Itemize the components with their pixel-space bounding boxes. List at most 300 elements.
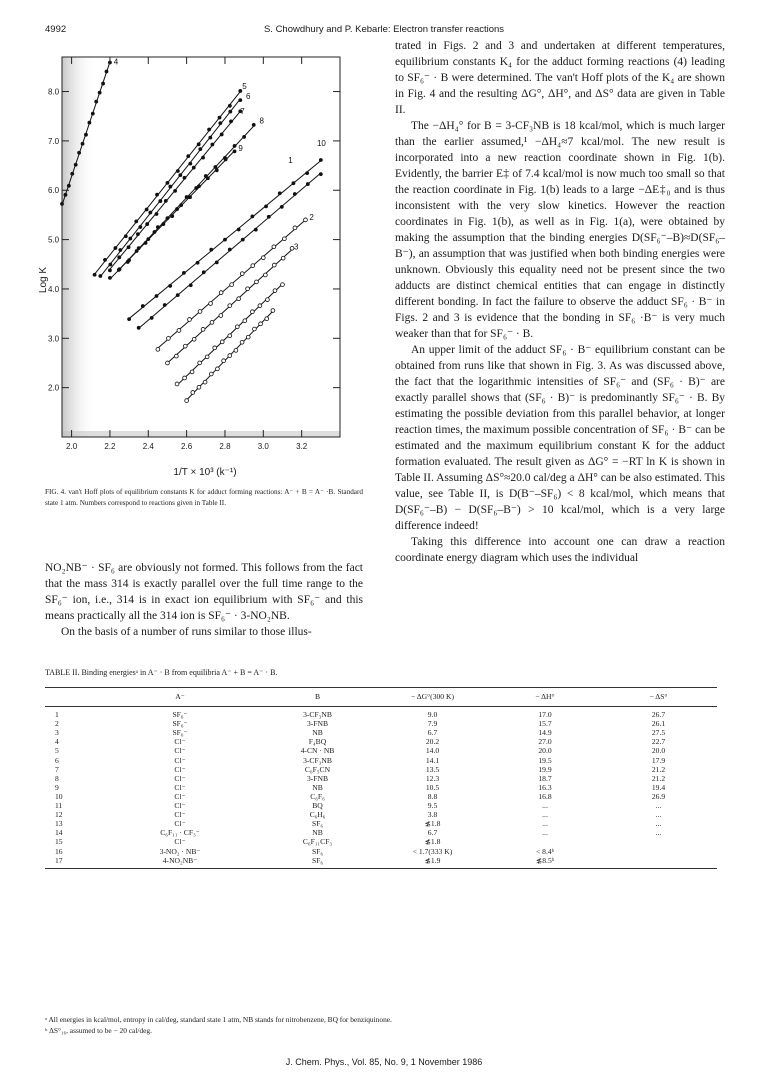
data-point <box>319 172 323 176</box>
table-cell: Cl⁻ <box>174 801 186 811</box>
data-point <box>117 255 121 259</box>
table-cell: 17.9 <box>651 755 666 765</box>
data-point <box>127 317 131 321</box>
data-point <box>198 147 202 151</box>
table-cell: 7 <box>55 764 59 774</box>
figure-4 <box>40 55 360 485</box>
table-cell: 9.5 <box>427 801 438 811</box>
y-axis-label: Log K <box>38 266 49 294</box>
x-tick-label: 2.0 <box>66 442 78 451</box>
data-point <box>192 166 196 170</box>
data-point <box>177 329 181 333</box>
data-point <box>183 176 187 180</box>
data-point <box>246 287 250 291</box>
data-point <box>293 226 297 230</box>
data-point <box>228 334 232 338</box>
table-cell: 3-FNB <box>306 773 329 783</box>
x-axis-label: 1/T × 10³ (k⁻¹) <box>173 467 237 478</box>
table-cell: SF₆⁻ <box>172 728 188 738</box>
table-cell: 3-CF₃NB <box>303 710 332 720</box>
data-point <box>271 309 275 313</box>
x-tick-label: 2.6 <box>181 442 193 451</box>
table-row <box>45 707 717 720</box>
data-point <box>146 237 150 241</box>
data-point <box>240 340 244 344</box>
table-cell: 21.2 <box>651 773 666 783</box>
table-footnote-a: ᵃ All energies in kcal/mol, entropy in cal/deg, standard state 1 atm, NB stands for nitrobenzene, BQ for benziquinone. <box>45 1015 392 1024</box>
data-point <box>182 271 186 275</box>
paragraph: Taking this difference into account one can draw a reaction coordinate energy diagram which uses the individual <box>395 536 725 564</box>
table-cell: 16.3 <box>538 782 552 792</box>
table-cell: 1 <box>55 710 59 720</box>
table-cell: 6 <box>55 755 59 765</box>
series-label: 5 <box>242 82 247 92</box>
table-row <box>45 856 717 869</box>
table-row <box>45 847 717 856</box>
table-cell: SF₆ <box>311 819 324 829</box>
series-label: 4 <box>113 57 119 67</box>
data-point <box>263 273 267 277</box>
data-point <box>156 347 160 351</box>
series-label: 6 <box>246 91 251 101</box>
y-tick-label: 5.0 <box>48 235 60 245</box>
table-cell: 16.8 <box>538 791 552 801</box>
table-cell: 12 <box>55 810 63 820</box>
data-point <box>91 112 95 116</box>
data-point <box>273 289 277 293</box>
table-cell: ≴1.9 <box>375 856 490 869</box>
data-point <box>166 216 170 220</box>
data-point <box>183 344 187 348</box>
data-point <box>191 391 195 395</box>
data-point <box>175 382 179 386</box>
column-header: − ΔH° <box>490 688 600 707</box>
data-point <box>150 316 154 320</box>
data-point <box>166 361 170 365</box>
data-point <box>207 128 211 132</box>
data-point <box>174 354 178 358</box>
data-point <box>156 225 160 229</box>
data-point <box>74 163 78 167</box>
vant-hoff-chart <box>40 55 360 485</box>
table-cell: SF₆ <box>260 856 375 869</box>
data-point <box>197 142 201 146</box>
data-point <box>118 248 122 252</box>
series-label: 9 <box>238 143 243 153</box>
table-cell: Cl⁻ <box>174 746 186 756</box>
table-cell: Cl⁻ <box>174 764 186 774</box>
table-cell: ≴1.8 <box>424 837 441 847</box>
table-cell: 20.2 <box>425 737 440 747</box>
data-point <box>126 260 130 264</box>
data-point <box>243 319 247 323</box>
data-point <box>108 263 112 267</box>
data-point <box>234 349 238 353</box>
data-point <box>103 258 107 262</box>
table-cell: ≴8.5ᵇ <box>490 856 600 869</box>
data-point <box>108 269 112 273</box>
data-point <box>67 184 71 188</box>
table-cell: 26.9 <box>651 791 666 801</box>
data-point <box>144 241 148 245</box>
data-point <box>186 154 190 158</box>
data-point <box>206 176 210 180</box>
table-cell: Cl⁻ <box>174 837 186 847</box>
table-row <box>45 719 717 728</box>
data-point <box>246 335 250 339</box>
table-cell: 20.0 <box>538 746 552 756</box>
table-cell: C₆H₆ <box>309 810 326 820</box>
table-cell <box>600 837 717 846</box>
y-tick-label: 7.0 <box>48 136 60 146</box>
data-point <box>240 272 244 276</box>
data-point <box>220 340 224 344</box>
scan-shading <box>62 431 340 437</box>
data-point <box>233 144 237 148</box>
table-cell: ... <box>542 828 548 838</box>
table-cell: 13.5 <box>425 764 440 774</box>
series-label: 10 <box>316 138 326 148</box>
column-header: − ΔG°(300 K) <box>375 688 490 707</box>
table-row <box>45 728 717 737</box>
table-cell: 10 <box>55 791 63 801</box>
data-point <box>98 91 102 95</box>
figure-caption: FIG. 4. van't Hoff plots of equilibrium constants K for adduct forming reactions: A⁻ + B = A⁻ ·B. Standard state 1 atm. Numbers correspond to reactions given in Table II. <box>45 488 363 507</box>
scan-shading <box>62 57 96 437</box>
table-cell: ... <box>542 819 548 829</box>
data-point <box>213 346 217 350</box>
y-tick-label: 4.0 <box>48 284 60 294</box>
table-row <box>45 746 717 755</box>
data-point <box>208 136 212 140</box>
column-header: B <box>260 688 375 707</box>
column-header: A⁻ <box>100 688 260 707</box>
data-point <box>153 230 157 234</box>
data-point <box>138 225 142 229</box>
table-row <box>45 828 717 837</box>
data-point <box>135 249 139 253</box>
data-point <box>155 294 159 298</box>
table-cell: 21.2 <box>651 764 666 774</box>
data-point <box>201 156 205 160</box>
table-cell: SF₆⁻ <box>172 719 188 729</box>
data-point <box>77 151 81 155</box>
table-cell: 4 <box>55 737 59 747</box>
table-row <box>45 819 717 828</box>
data-point <box>223 238 227 242</box>
data-point <box>64 193 68 197</box>
data-point <box>258 304 262 308</box>
data-point <box>215 261 219 265</box>
table-cell: 9.0 <box>427 710 438 720</box>
table-cell <box>490 837 600 846</box>
table-cell: 11 <box>55 801 63 811</box>
data-point <box>292 181 296 185</box>
table-cell: Cl⁻ <box>174 810 186 820</box>
data-point <box>173 189 177 193</box>
data-point <box>281 283 285 287</box>
data-point <box>198 310 202 314</box>
table-cell: 26.7 <box>651 710 666 720</box>
paragraph: trated in Figs. 2 and 3 and undertaken at different temperatures, equilibrium constants K₄ for the adduct forming reactions (4) leading to SF₆⁻ · B were determined. The van't Hoff plots of the K₄ are shown in Fig. 4 and the resulting ΔG°, ΔH°, and ΔS° data are given in Table II. <box>395 40 725 116</box>
data-point <box>170 214 174 218</box>
right-column-text <box>395 38 725 566</box>
table-cell: Cl⁻ <box>174 737 186 747</box>
table-cell: 2 <box>55 719 59 729</box>
data-point <box>141 304 145 308</box>
data-point <box>98 274 102 278</box>
data-point <box>188 318 192 322</box>
data-point <box>202 270 206 274</box>
x-tick-label: 3.0 <box>257 442 269 451</box>
table-cell: C₆F₁₁CF₃ <box>302 837 333 847</box>
data-point <box>60 202 64 206</box>
table-cell: 3-FNB <box>306 719 329 729</box>
data-point <box>176 293 180 297</box>
data-point <box>185 399 189 403</box>
page-number: 4992 <box>45 24 67 35</box>
data-point <box>188 162 192 166</box>
data-point <box>136 232 140 236</box>
data-point <box>127 245 131 249</box>
table-cell: NB <box>312 782 323 792</box>
data-point <box>228 248 232 252</box>
data-point <box>81 142 85 146</box>
series-label: 8 <box>259 116 264 126</box>
table-cell: SF₆⁻ <box>172 710 188 720</box>
data-point <box>128 237 132 241</box>
data-point <box>253 327 257 331</box>
data-point <box>228 304 232 308</box>
data-point <box>235 325 239 329</box>
table-cell: 10.5 <box>425 782 440 792</box>
data-point <box>266 298 270 302</box>
table-cell: 3 <box>55 728 59 738</box>
table-cell: 8.8 <box>427 791 438 801</box>
table-cell: 19.5 <box>538 755 552 765</box>
series-label: 1 <box>288 156 293 166</box>
data-point <box>210 321 214 325</box>
data-point <box>145 208 149 212</box>
y-tick-label: 2.0 <box>48 383 60 393</box>
data-point <box>233 149 237 153</box>
journal-footer: J. Chem. Phys., Vol. 85, No. 9, 1 November 1986 <box>285 1057 483 1067</box>
data-point <box>114 246 118 250</box>
table-cell: 7.9 <box>427 719 438 729</box>
data-point <box>183 376 187 380</box>
data-point <box>192 337 196 341</box>
x-tick-label: 2.8 <box>219 442 231 451</box>
data-point <box>278 191 282 195</box>
data-point <box>205 355 209 359</box>
table-cell: NB <box>312 828 323 838</box>
table-header-row <box>45 688 717 707</box>
data-point <box>250 215 254 219</box>
table-cell: 4-CN · NB <box>300 746 335 756</box>
table-cell <box>600 847 717 856</box>
data-point <box>70 172 74 176</box>
data-point <box>255 280 259 284</box>
data-point <box>155 212 159 216</box>
data-point <box>224 157 228 161</box>
table-cell: Cl⁻ <box>174 782 186 792</box>
data-point <box>265 317 269 321</box>
data-point <box>218 121 222 125</box>
table-cell: 5 <box>55 746 59 756</box>
table-row <box>45 765 717 774</box>
table-row <box>45 792 717 801</box>
table-cell: 13 <box>55 819 63 829</box>
paragraph: On the basis of a number of runs similar to those illus- <box>61 626 312 638</box>
table-cell: C₆F₅CN <box>304 764 331 774</box>
paragraph: NO₂NB⁻ · SF₆ are obviously not formed. This follows from the fact that the mass 314 is exactly parallel over the full time range to the SF₆⁻ ion, i.e., 314 is in exact ion equilibrium with SF₆⁻ and this means practically all the 314 ion is SF₆⁻ · 3-NO₂NB. <box>45 562 363 622</box>
table-cell: ... <box>655 810 662 820</box>
table-row <box>45 756 717 765</box>
data-point <box>305 171 309 175</box>
data-point <box>166 181 170 185</box>
y-tick-label: 6.0 <box>48 186 60 196</box>
table-cell: 6.7 <box>427 828 438 838</box>
data-point <box>201 327 205 331</box>
table-cell: 14.1 <box>425 755 440 765</box>
table-cell: 15 <box>55 837 63 847</box>
table-title: TABLE II. Binding energiesᵃ in A⁻ · B from equilibria A⁻ + B = A⁻ · B. <box>45 668 278 677</box>
x-tick-label: 2.4 <box>142 442 154 451</box>
data-point <box>283 237 287 241</box>
table-cell: ≴1.8 <box>424 819 441 829</box>
table-cell: Cl⁻ <box>174 819 186 829</box>
table-cell: 19.9 <box>538 764 552 774</box>
table-cell: 3.8 <box>427 810 438 820</box>
table-cell: 6.7 <box>427 728 438 738</box>
data-point <box>148 211 152 215</box>
table-cell: 17.0 <box>538 710 552 720</box>
table-cell: BQ <box>312 801 323 811</box>
data-point <box>84 133 88 137</box>
data-point <box>267 215 271 219</box>
table-cell: 3-CF₃NB <box>303 755 332 765</box>
data-point <box>101 82 105 86</box>
table-cell: C₆F₁₁ · CF₃⁻ <box>160 828 200 838</box>
data-point <box>220 133 224 137</box>
table-cell: 14.0 <box>425 746 440 756</box>
data-point <box>197 184 201 188</box>
table-cell: ... <box>655 819 662 829</box>
data-point <box>241 238 245 242</box>
data-point <box>251 264 255 268</box>
data-point <box>198 361 202 365</box>
data-point <box>209 372 213 376</box>
data-point <box>209 248 213 252</box>
data-point <box>219 291 223 295</box>
table-cell: ... <box>655 801 662 811</box>
data-point <box>213 165 217 169</box>
data-point <box>178 173 182 177</box>
table-cell: Cl⁻ <box>174 773 186 783</box>
table-cell: ... <box>542 810 548 820</box>
data-point <box>155 193 159 197</box>
table-cell <box>600 856 717 869</box>
data-point <box>176 169 180 173</box>
y-tick-label: 8.0 <box>48 87 60 97</box>
data-point <box>250 310 254 314</box>
table-row <box>45 774 717 783</box>
table-cell: C₆F₆ <box>310 791 325 801</box>
data-point <box>185 195 189 199</box>
series-label: 7 <box>240 106 245 116</box>
data-point <box>168 185 172 189</box>
table-cell: 8 <box>55 773 59 783</box>
table-cell: F₄BQ <box>308 737 327 747</box>
table-cell: < 8.4ᵇ <box>535 846 555 856</box>
table-cell: 14.9 <box>538 728 552 738</box>
data-point <box>242 135 246 139</box>
series-label: 2 <box>309 212 314 222</box>
data-point <box>145 222 149 226</box>
data-point <box>293 192 297 196</box>
data-point <box>209 302 213 306</box>
data-point <box>237 228 241 232</box>
table-cell: < 1.7(333 K) <box>412 846 453 856</box>
data-point <box>230 283 234 287</box>
data-point <box>238 98 242 102</box>
table-cell: ... <box>655 828 662 838</box>
data-point <box>87 121 91 125</box>
data-point <box>158 199 162 203</box>
data-point <box>222 359 226 363</box>
data-point <box>304 218 308 222</box>
data-point <box>219 314 223 318</box>
y-tick-label: 3.0 <box>48 334 60 344</box>
table-cell: 14 <box>55 828 63 838</box>
table-row <box>45 737 717 746</box>
data-point <box>134 219 138 223</box>
binding-energies-table <box>45 687 717 869</box>
table-footnote-b: ᵇ ΔS°₁₆, assumed to be − 20 cal/deg. <box>45 1026 152 1035</box>
table-cell: NB <box>312 728 323 738</box>
data-point <box>175 207 179 211</box>
table-cell: Cl⁻ <box>174 791 186 801</box>
data-point <box>197 385 201 389</box>
data-point <box>281 256 285 260</box>
data-point <box>189 283 193 287</box>
data-point <box>218 116 222 120</box>
data-point <box>306 182 310 186</box>
table-cell: 12.3 <box>425 773 440 783</box>
column-header <box>45 688 100 707</box>
data-point <box>215 168 219 172</box>
table-cell: 3-NO₂ · NB⁻ <box>159 846 201 856</box>
series-label: 3 <box>293 242 299 252</box>
data-point <box>93 273 97 277</box>
x-tick-label: 3.2 <box>296 442 308 451</box>
table-cell: 27.5 <box>651 728 666 738</box>
data-point <box>124 234 128 238</box>
data-point <box>203 380 207 384</box>
column-header: − ΔS° <box>600 688 717 707</box>
data-point <box>137 326 141 330</box>
data-point <box>163 303 167 307</box>
data-point <box>190 370 194 374</box>
data-point <box>272 245 276 249</box>
table-cell: 9 <box>55 782 59 792</box>
table-cell: 15.7 <box>538 719 552 729</box>
data-point <box>94 100 98 104</box>
table-cell: 19.4 <box>651 782 666 792</box>
paragraph: The −ΔH₄° for B = 3-CF₃NB is 18 kcal/mol, which is much larger than the earlier assumed,¹ −ΔH₄≈7 kcal/mol. The new result is incorporated into a new reaction coordinate shown in Fig. 1(b). Evidently, the barrier E‡ of 7.4 kcal/mol is now much too small so that the reaction coordinate in Fig. 1(b) leads to a large −ΔE‡₀ and is thus inconsistent with the very slow kinetics. However the reaction coordinates in Fig. 1(b), as well as in Fig. 1(a), were obtained by making the assumption that the binding energies D(SF₆⁻–B)≈D(SF₆–B⁻), an assumption that was justified when both binding energies were unknown. Obviously this equality need not be present since the two adducts are distinct chemical entities that can engage in distinctly different bonding. In fact the failure to observe the adduct SF₆ · B⁻ in Figs. 2 and 3 is evidence that the bonding in SF₆ ·B⁻ is very much weaker than that for SF₆⁻ · B. <box>395 120 725 340</box>
data-point <box>228 104 232 108</box>
table-cell: 22.7 <box>651 737 666 747</box>
